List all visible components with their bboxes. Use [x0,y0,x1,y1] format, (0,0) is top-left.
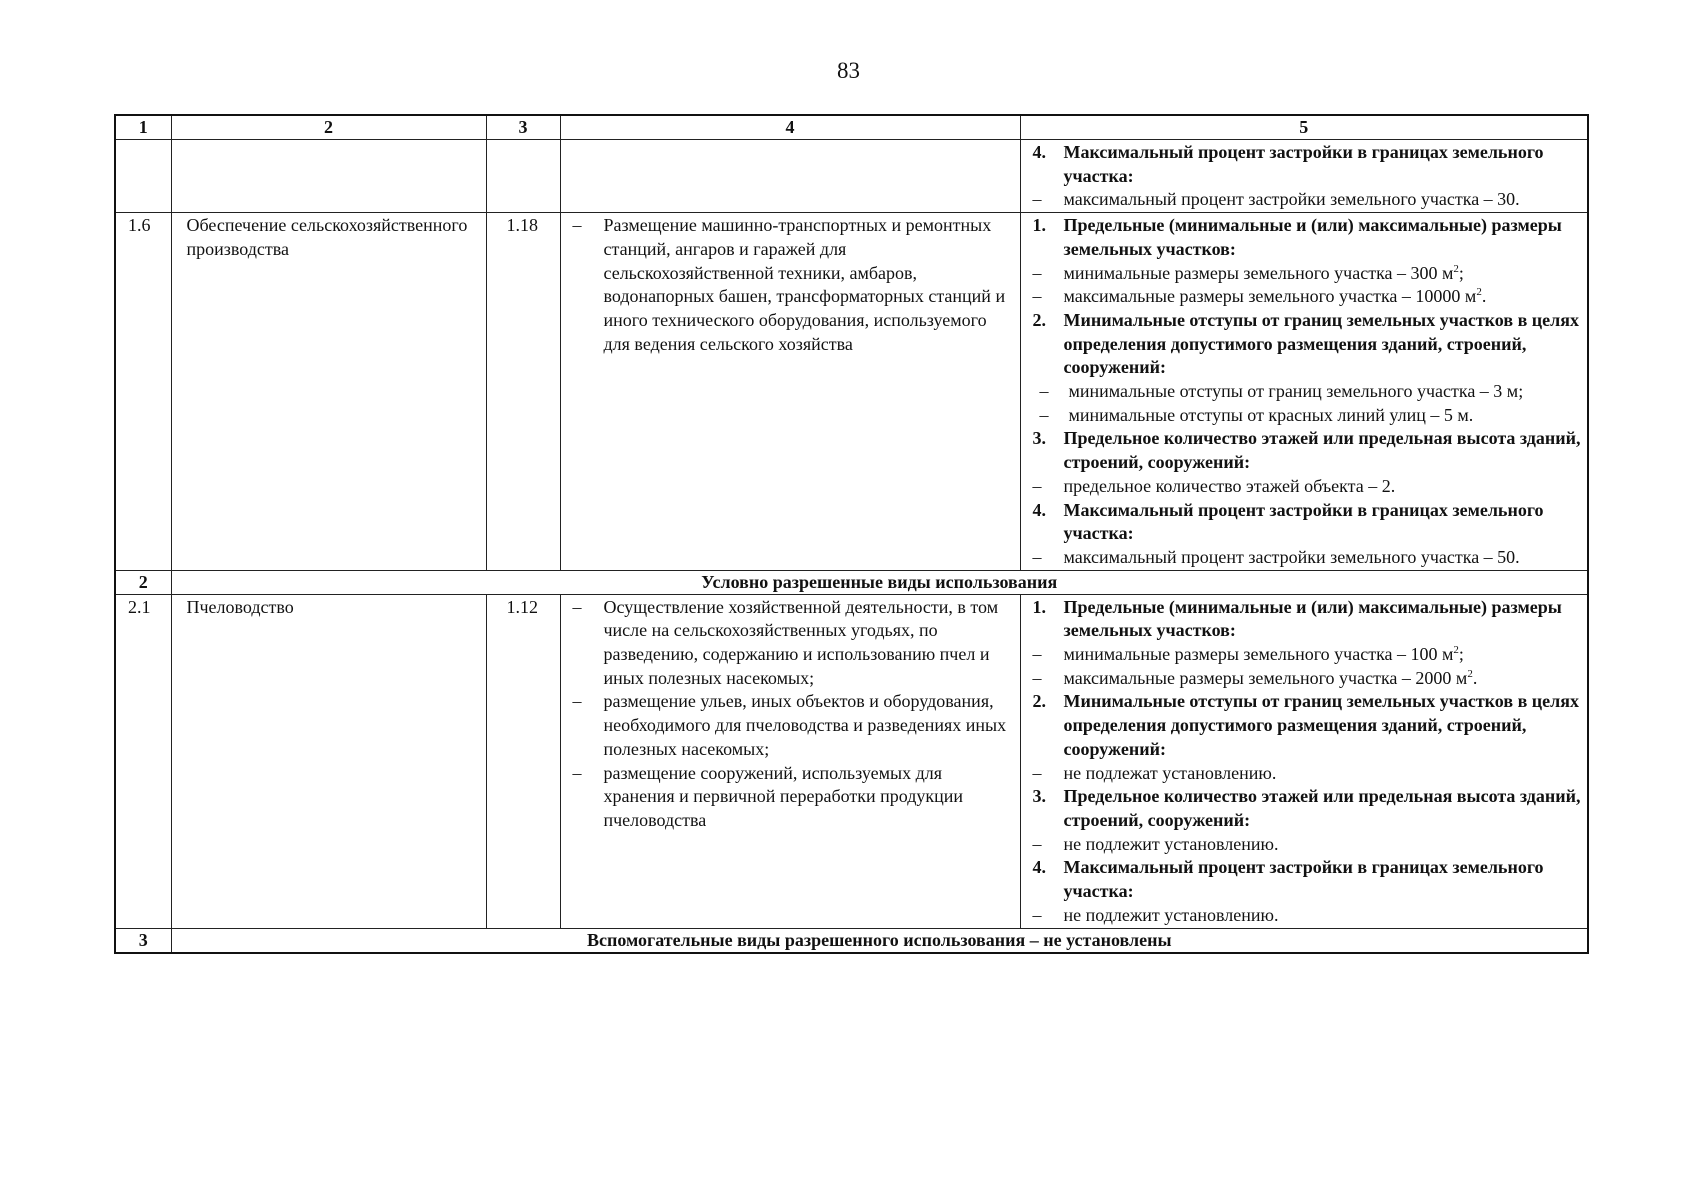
description-cell [560,594,1020,928]
parameter-text: предельное количество этажей объекта – 2. [1063,475,1396,496]
parameter-value [1033,762,1586,786]
parameter-value [1033,262,1586,286]
parameter-heading [1033,499,1586,546]
description-text: размещение ульев, иных объектов и оборудования, необходимого для пчеловодства и разведениях иных полезных насекомых; [603,691,1007,759]
parameter-value [1033,833,1586,857]
parameter-text: минимальные отступы от границ земельного участка – 3 м; [1068,381,1524,402]
parameter-number: 1. [1032,596,1046,617]
use-type-code: 1.12 [486,594,560,928]
parameter-value-text [1069,380,1586,404]
superscript: 2 [1453,644,1459,657]
parameter-tail: . [1472,667,1478,688]
parameter-number: 4. [1032,499,1046,520]
description-item [573,762,1016,833]
parameter-text: максимальный процент застройки земельного участка – 30. [1063,189,1520,210]
parameter-value-text [1064,285,1586,309]
superscript: 2 [1476,286,1482,299]
dash-bullet: – [1032,546,1042,567]
parameter-text: максимальный процент застройки земельного участка – 50. [1063,546,1520,567]
dash-bullet: – [1032,644,1042,665]
parameter-text: не подлежит установлению. [1063,833,1279,854]
dash-bullet: – [1032,262,1042,283]
dash-bullet: – [572,691,582,712]
parameter-heading [1033,427,1586,474]
parameters-list [1033,596,1586,928]
dash-bullet: – [1032,286,1042,307]
parameters-list [1033,141,1586,212]
parameter-heading-text: Предельные (минимальные и (или) максимальные) размеры земельных участков: [1063,215,1562,259]
parameter-value-text [1069,404,1586,428]
header-col-2: 2 [171,115,486,140]
parameter-number: 4. [1032,857,1046,878]
parameter-value [1033,285,1586,309]
parameter-heading-text: Минимальные отступы от границ земельных участков в целях определения допустимого размещения зданий, строений, сооружений: [1063,691,1579,759]
parameter-value-text [1064,475,1586,499]
parameter-number: 2. [1032,309,1046,330]
description-item [573,690,1016,761]
parameter-heading [1033,690,1586,761]
parameter-text: не подлежит установлению. [1063,904,1279,925]
dash-bullet: – [1032,667,1042,688]
dash-bullet: – [1039,381,1049,402]
dash-bullet: – [572,762,582,783]
parameters-cell [1020,140,1588,213]
land-use-table [114,114,1589,954]
dash-bullet: – [572,215,582,236]
parameter-value-text [1064,546,1586,570]
parameter-text: не подлежат установлению. [1063,762,1277,783]
section-row-2 [115,570,1588,594]
use-type-name: Обеспечение сельскохозяйственного производства [171,213,486,571]
parameter-number: 2. [1032,691,1046,712]
parameter-value-text [1064,833,1586,857]
superscript: 2 [1453,262,1459,275]
table-row-continuation [115,140,1588,213]
header-col-3: 3 [486,115,560,140]
description-cell [560,213,1020,571]
parameter-tail: ; [1458,262,1464,283]
dash-bullet: – [1039,404,1049,425]
parameter-heading [1033,309,1586,380]
description-text: Размещение машинно-транспортных и ремонтных станций, ангаров и гаражей для сельскохозяйственной техники, амбаров, водонапорных башен, трансформаторных станций и иного технического оборудования, используемого для ведения сельского хозяйства [603,215,1006,354]
section-number: 3 [115,928,171,953]
parameter-value-text [1064,262,1586,286]
parameter-heading-text: Максимальный процент застройки в границах земельного участка: [1063,142,1544,186]
parameter-value-text [1064,762,1586,786]
parameter-number: 3. [1032,428,1046,449]
description-text: Осуществление хозяйственной деятельности, в том числе на сельскохозяйственных угодьях, по разведению, содержанию и использованию пчел и иных полезных насекомых; [603,596,999,688]
parameter-value [1033,475,1586,499]
parameter-heading-text: Максимальный процент застройки в границах земельного участка: [1063,499,1544,544]
parameter-number: 4. [1032,142,1046,162]
parameter-text: минимальные размеры земельного участка – 300 м [1063,262,1454,283]
parameter-heading-text: Минимальные отступы от границ земельных участков в целях определения допустимого размещения зданий, строений, сооружений: [1063,309,1579,378]
table-row-2-1 [115,594,1588,928]
parameter-number: 3. [1032,786,1046,807]
parameters-cell [1020,213,1588,571]
section-title: Условно разрешенные виды использования [171,570,1588,594]
use-type-name: Пчеловодство [171,594,486,928]
parameters-list [1033,214,1586,570]
description-list [573,596,1016,833]
parameter-heading [1033,596,1586,643]
parameter-text: минимальные отступы от красных линий улиц – 5 м. [1068,404,1474,425]
parameter-tail: . [1481,286,1487,307]
parameter-text: максимальные размеры земельного участка – 2000 м [1063,667,1468,688]
parameter-value [1033,904,1586,928]
row-number: 1.6 [115,213,171,571]
header-col-1: 1 [115,115,171,140]
dash-bullet: – [1032,475,1042,496]
parameter-value [1033,380,1586,404]
table-header-row [115,115,1588,140]
description-list [573,214,1016,356]
page-number: 83 [837,58,860,83]
parameter-value [1033,404,1586,428]
header-col-4: 4 [560,115,1020,140]
header-col-5: 5 [1020,115,1588,140]
parameter-heading-text: Предельное количество этажей или предельная высота зданий, строений, сооружений: [1063,786,1581,830]
use-type-code: 1.18 [486,213,560,571]
section-row-3 [115,928,1588,953]
section-number: 2 [115,570,171,594]
table-row-1-6 [115,213,1588,571]
parameter-heading [1033,856,1586,903]
parameter-heading-text: Предельное количество этажей или предельная высота зданий, строений, сооружений: [1063,428,1581,473]
description-item [573,214,1016,356]
parameter-heading [1033,141,1586,188]
parameter-heading [1033,785,1586,832]
dash-bullet: – [1032,189,1042,210]
dash-bullet: – [1032,762,1042,783]
parameter-value [1033,188,1586,212]
dash-bullet: – [1032,904,1042,925]
dash-bullet: – [572,596,582,617]
parameter-text: максимальные размеры земельного участка – 10000 м [1063,286,1477,307]
parameter-heading [1033,214,1586,261]
parameter-value-text [1064,643,1586,667]
parameter-tail: ; [1458,644,1464,665]
row-number: 2.1 [115,594,171,928]
parameter-number: 1. [1032,215,1046,236]
parameter-value [1033,643,1586,667]
parameters-cell [1020,594,1588,928]
section-title: Вспомогательные виды разрешенного использования – не установлены [171,928,1588,953]
description-text: размещение сооружений, используемых для хранения и первичной переработки продукции пчеловодства [603,762,964,830]
parameter-heading-text: Предельные (минимальные и (или) максимальные) размеры земельных участков: [1063,596,1562,641]
parameter-heading-text: Максимальный процент застройки в границах земельного участка: [1063,857,1544,902]
parameter-value-text [1064,667,1586,691]
superscript: 2 [1467,667,1473,680]
dash-bullet: – [1032,833,1042,854]
description-item [573,596,1016,691]
parameter-value-text [1064,904,1586,928]
parameter-text: минимальные размеры земельного участка – 100 м [1063,644,1454,665]
parameter-value-text [1064,188,1586,212]
parameter-value [1033,546,1586,570]
parameter-value [1033,667,1586,691]
